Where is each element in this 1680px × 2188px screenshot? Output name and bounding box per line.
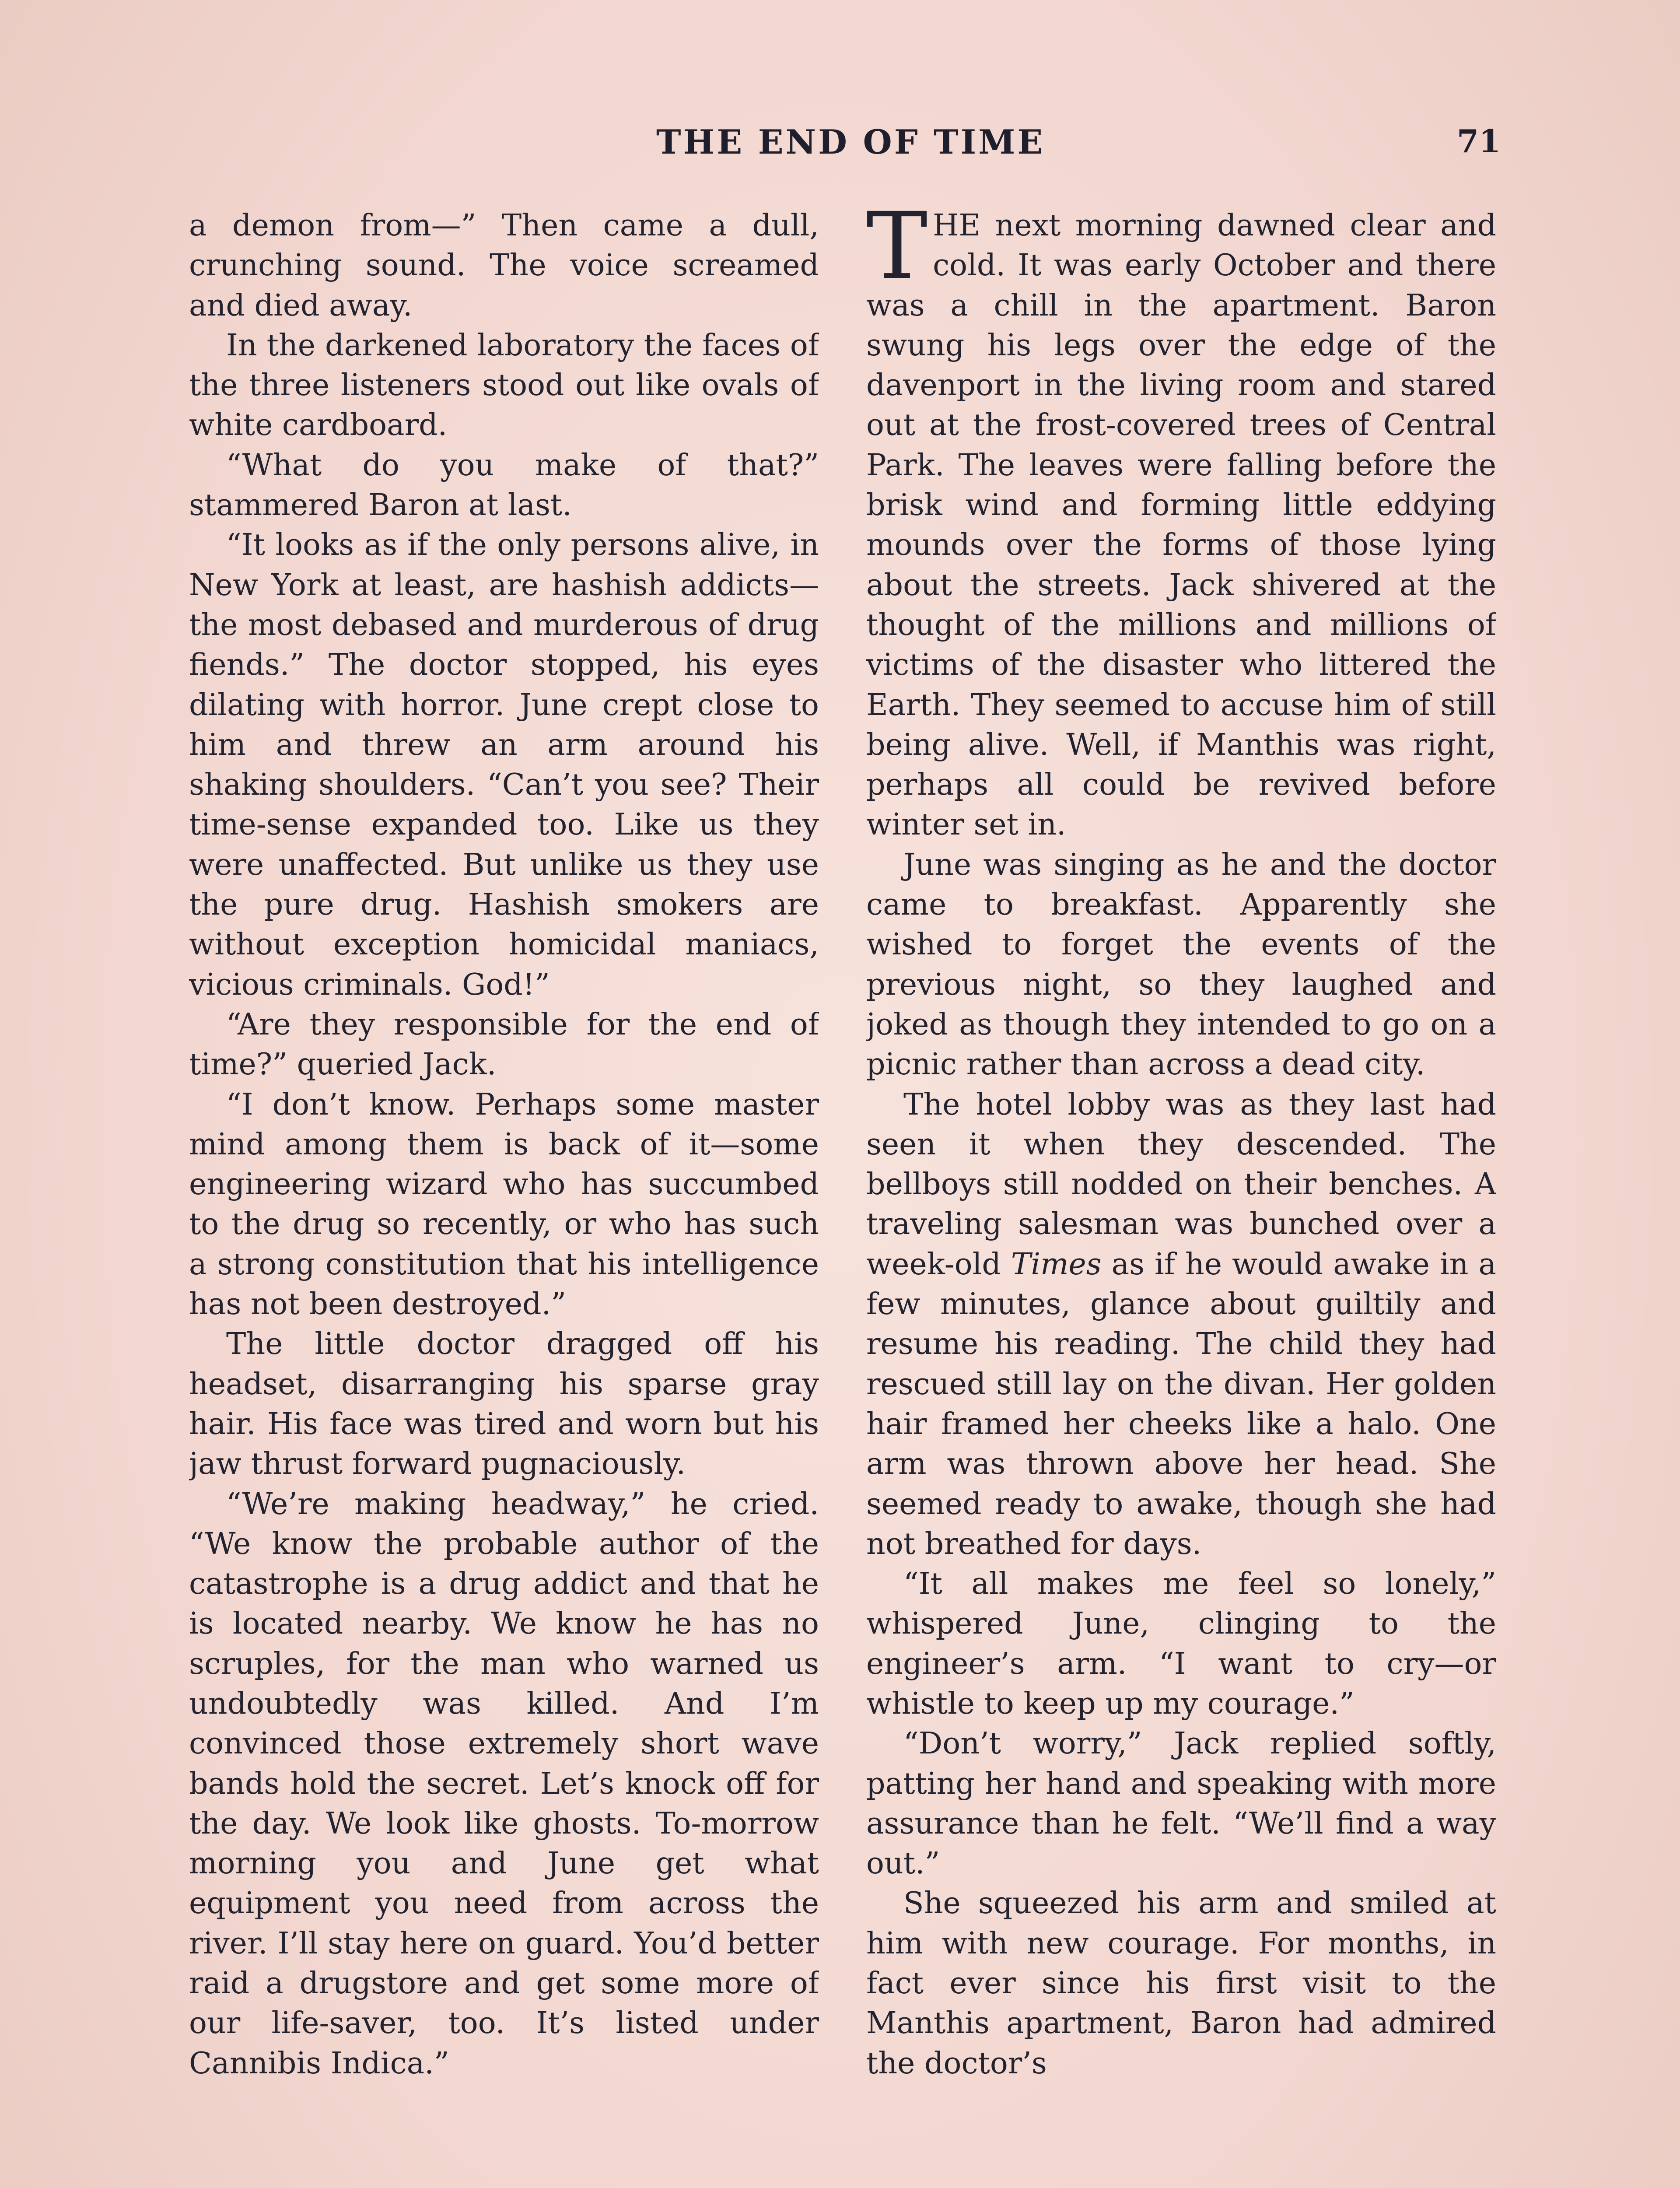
drop-cap: T (866, 206, 928, 300)
paragraph: “Don’t worry,” Jack replied softly, patting her hand and speaking with more assurance than he felt. “We’ll find a way out.” (866, 1726, 1496, 1881)
right-text-column (866, 206, 1496, 2188)
paragraph: In the darkened laboratory the faces of the three listeners stood out like ovals of white cardboard. (189, 328, 819, 443)
paragraph: “I don’t know. Perhaps some master mind among them is back of it—some engineering wizard who has succumbed to the drug so recently, or who has such a strong constitution that his intelligence has not been destroyed.” (189, 1087, 819, 1322)
paragraph: She squeezed his arm and smiled at him with new courage. For months, in fact ever since his first visit to the Manthis apartment, Baron had admired the doctor’s (866, 1886, 1496, 2081)
paragraph: “Are they responsible for the end of time?” queried Jack. (189, 1007, 819, 1082)
page-header (0, 118, 1680, 171)
newspaper-title: Times (1011, 1247, 1102, 1282)
paragraph: a demon from—” Then came a dull, crunching sound. The voice screamed and died away. (189, 208, 819, 323)
paragraph: “What do you make of that?” stammered Baron at last. (189, 448, 819, 523)
running-title: THE END OF TIME (656, 123, 1045, 161)
paragraph-text: as if he would awake in a few minutes, glance about guiltily and resume his reading. The child they had rescued still lay on the divan. Her golden hair framed her cheeks like a halo. One arm was thrown above her head. She seemed ready to awake, though she had not breathed for days. (866, 1247, 1496, 1561)
paragraph-text: The hotel lobby was as they last had seen it when they descended. The bellboys still nodded on their benches. A traveling salesman was bunched over a week-old (866, 1087, 1496, 1282)
paragraph: June was singing as he and the doctor came to breakfast. Apparently she wished to forget the events of the previous night, so they laughed and joked as though they intended to go on a picnic rather than across a dead city. (866, 847, 1496, 1082)
paragraph: The little doctor dragged off his headset, disarranging his sparse gray hair. His face was tired and worn but his jaw thrust forward pugnaciously. (189, 1327, 819, 1482)
paragraph: “It all makes me feel so lonely,” whispered June, clinging to the engineer’s arm. “I want to cry—or whistle to keep up my courage.” (866, 1567, 1496, 1721)
paragraph: “It looks as if the only persons alive, in New York at least, are hashish addicts—the most debased and murderous of drug fiends.” The doctor stopped, his eyes dilating with horror. June crept close to him and threw an arm around his shaking shoulders. “Can’t you see? Their time-sense expanded too. Like us they were unaffected. But unlike us they use the pure drug. Hashish smokers are without exception homicidal maniacs, vicious criminals. God!” (189, 528, 819, 1002)
page-number: 71 (1457, 123, 1501, 160)
opening-paragraph-text: HE next morning dawned clear and cold. It was early October and there was a chill in the apartment. Baron swung his legs over the edge of the davenport in the living room and stared out at the frost-covered trees of Central Park. The leaves were falling before the brisk wind and forming little eddying mounds over the forms of those lying about the streets. Jack shivered at the thought of the millions and millions of victims of the disaster who littered the Earth. They seemed to accuse him of still being alive. Well, if Manthis was right, perhaps all could be revived before winter set in. (866, 208, 1496, 842)
paragraph (866, 1085, 1496, 1564)
left-text-column (189, 206, 819, 2188)
opening-paragraph (866, 206, 1496, 845)
paragraph: “We’re making headway,” he cried. “We know the probable author of the catastrophe is a drug addict and that he is located nearby. We know he has no scruples, for the man who warned us undoubtedly was killed. And I’m convinced those extremely short wave bands hold the secret. Let’s knock off for the day. We look like ghosts. To-morrow morning you and June get what equipment you need from across the river. I’ll stay here on guard. You’d better raid a drugstore and get some more of our life-saver, too. It’s listed under Cannibis Indica.” (189, 1487, 819, 2081)
